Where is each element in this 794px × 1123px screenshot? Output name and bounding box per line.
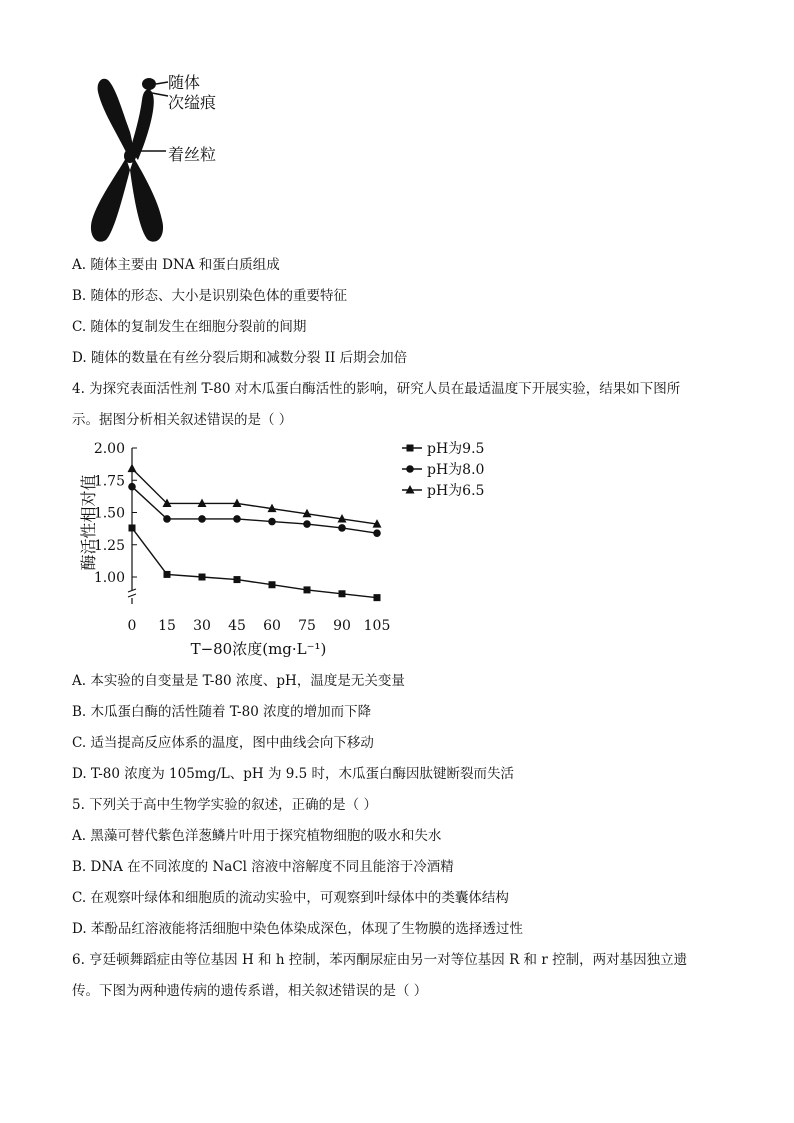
q6-stem-line1: 6. 亨廷顿舞蹈症由等位基因 H 和 h 控制，苯丙酮尿症由另一对等位基因 R 和 r 控制，两对基因独立遗: [72, 952, 688, 968]
series-1-point: [373, 529, 381, 537]
q4-stem-line1: 4. 为探究表面活性剂 T-80 对木瓜蛋白酶活性的影响，研究人员在最适温度下开展实验，结果如下图所: [72, 381, 681, 397]
q4-option-a: A. 本实验的自变量是 T-80 浓度、pH，温度是无关变量: [72, 673, 405, 689]
q3-option-d: D. 随体的数量在有丝分裂后期和减数分裂 II 后期会加倍: [72, 350, 408, 366]
series-0-point: [339, 590, 346, 597]
series-0-point: [304, 586, 311, 593]
series-0-point: [129, 524, 136, 531]
series-1-point: [268, 518, 276, 526]
q5-option-d: D. 苯酚品红溶液能将活细胞中染色体染成深色，体现了生物膜的选择透过性: [72, 921, 523, 937]
chromosome-lower-right-arm: [130, 158, 163, 242]
series-1-point: [128, 483, 136, 491]
satellite-pointer: [156, 82, 168, 84]
series-0-point: [374, 594, 381, 601]
y-tick-label: 2.00: [93, 441, 125, 457]
legend-label-1: pH为8.0: [427, 462, 485, 478]
y-tick-label: 1.50: [93, 505, 125, 522]
series-line-0: [132, 528, 377, 598]
x-tick-label: 15: [158, 618, 176, 634]
legend-marker-0: [407, 445, 414, 452]
chromosome-lower-left-arm: [91, 158, 130, 242]
series-0-point: [234, 576, 241, 583]
legend-label-0: pH为9.5: [427, 441, 485, 457]
x-tick-label: 75: [298, 618, 316, 634]
y-tick-label: 1.25: [93, 537, 125, 554]
series-0-point: [199, 574, 206, 581]
x-tick-label: 45: [228, 618, 246, 634]
x-tick-label: 30: [193, 618, 211, 634]
q5-option-a: A. 黑藻可替代紫色洋葱鳞片叶用于探究植物细胞的吸水和失水: [72, 828, 442, 844]
q4-stem-line2: 示。据图分析相关叙述错误的是（ ）: [72, 412, 293, 428]
q5-stem: 5. 下列关于高中生物学实验的叙述，正确的是（ ）: [72, 797, 377, 813]
x-axis-label: T−80浓度(mg·L⁻¹): [190, 640, 327, 658]
chromosome-right-arm: [130, 89, 154, 160]
series-1-point: [163, 515, 171, 523]
q4-option-c: C. 适当提高反应体系的温度，图中曲线会向下移动: [72, 735, 374, 751]
y-tick-label: 1.00: [93, 570, 125, 586]
legend-marker-1: [406, 465, 414, 473]
series-0-point: [164, 571, 171, 578]
series-2-point: [128, 464, 137, 473]
x-tick-label: 0: [127, 618, 137, 634]
q5-option-c: C. 在观察叶绿体和细胞质的流动实验中，可观察到叶绿体中的类囊体结构: [72, 890, 509, 906]
label-centromere: 着丝粒: [168, 145, 217, 164]
axis-break-mark: [128, 589, 136, 597]
legend-label-2: pH为6.5: [427, 483, 485, 499]
chromosome-satellite: [142, 78, 156, 90]
x-tick-label: 90: [333, 618, 351, 634]
series-1-point: [198, 515, 206, 523]
label-satellite: 随体: [168, 73, 201, 92]
y-tick-label: 1.75: [93, 473, 125, 490]
x-tick-label: 60: [263, 618, 281, 634]
series-1-point: [303, 520, 311, 528]
q5-option-b: B. DNA 在不同浓度的 NaCl 溶液中溶解度不同且能溶于冷酒精: [72, 859, 454, 875]
constriction-pointer: [152, 93, 168, 96]
series-0-point: [269, 581, 276, 588]
q3-option-a: A. 随体主要由 DNA 和蛋白质组成: [72, 257, 280, 273]
series-1-point: [233, 515, 241, 523]
y-axis-label: 酶活性相对值: [79, 474, 98, 571]
legend-marker-2: [406, 485, 415, 494]
q4-option-d: D. T-80 浓度为 105mg/L、pH 为 9.5 时，木瓜蛋白酶因肽键断裂而失活: [72, 766, 514, 782]
q6-stem-line2: 传。下图为两种遗传病的遗传系谱，相关叙述错误的是（ ）: [72, 983, 428, 999]
q3-option-c: C. 随体的复制发生在细胞分裂前的间期: [72, 319, 307, 335]
q3-option-b: B. 随体的形态、大小是识别染色体的重要特征: [72, 288, 348, 304]
series-2-point: [233, 498, 242, 507]
enzyme-activity-chart: [72, 432, 512, 662]
q4-option-b: B. 木瓜蛋白酶的活性随着 T-80 浓度的增加而下降: [72, 704, 372, 720]
series-2-point: [198, 498, 207, 507]
label-secondary-constriction: 次缢痕: [168, 93, 217, 112]
chromosome-left-arm: [98, 79, 133, 152]
series-1-point: [338, 524, 346, 532]
x-tick-label: 105: [363, 618, 391, 634]
